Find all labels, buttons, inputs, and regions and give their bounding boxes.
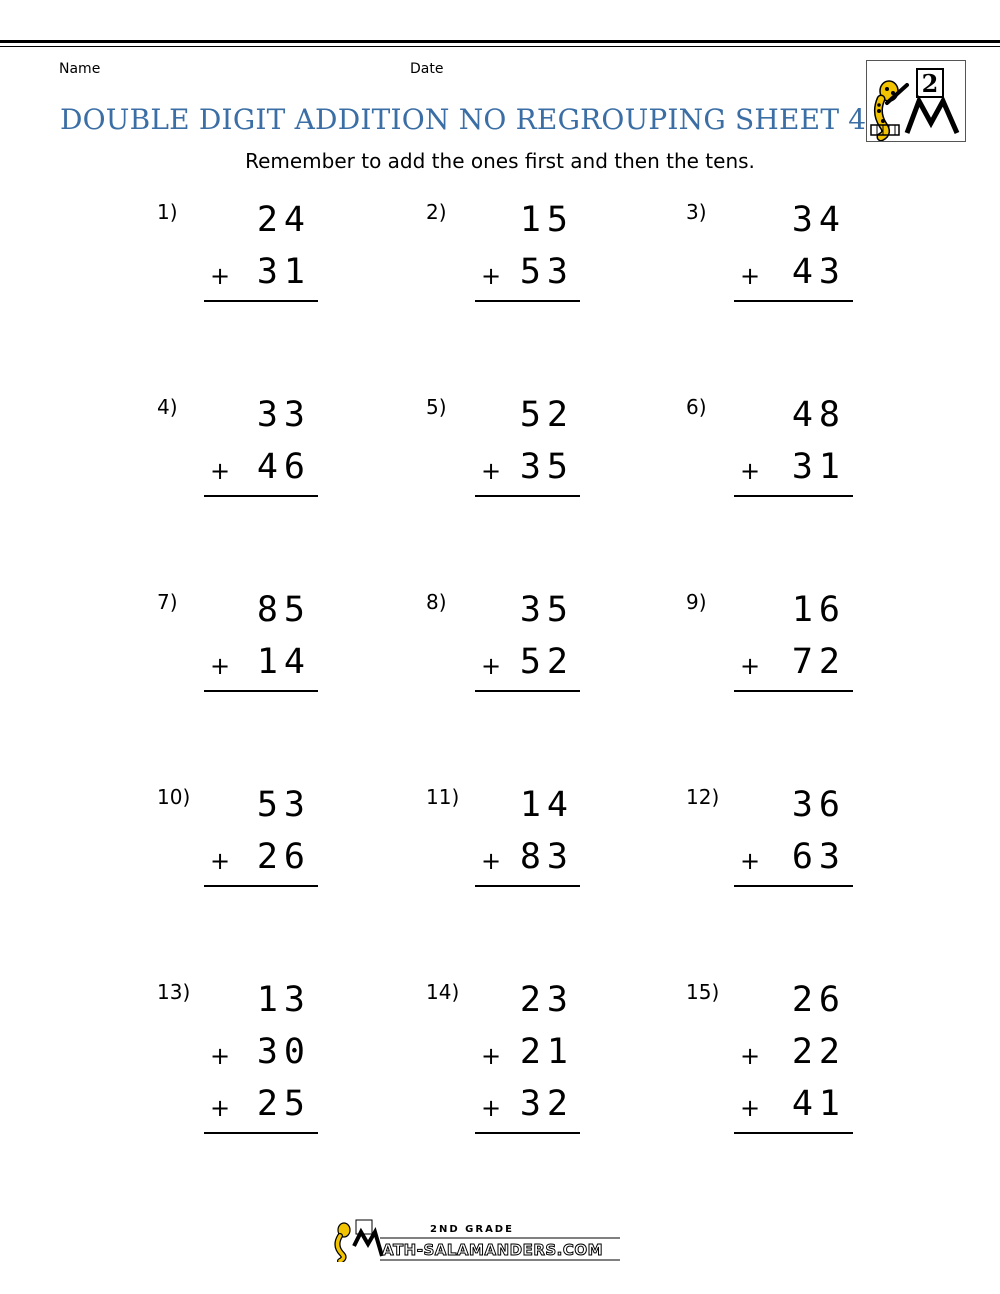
plus-sign: + [210, 262, 231, 290]
addend: 15 [519, 200, 574, 240]
footer-m-letter [354, 1232, 382, 1256]
addend-row [157, 590, 311, 640]
plus-sign: + [740, 1094, 761, 1122]
addend: 23 [519, 980, 574, 1020]
problem-1 [157, 200, 311, 380]
problem-number: 10) [157, 785, 191, 809]
addend-row-with-operator [157, 1032, 311, 1082]
addend-row-with-operator [157, 447, 311, 497]
problem-number: 1) [157, 200, 178, 224]
addend-row [157, 785, 311, 835]
addend-row-with-operator [157, 837, 311, 887]
problem-number: 3) [686, 200, 707, 224]
grade-logo [866, 60, 966, 142]
plus-sign: + [210, 847, 231, 875]
addend: 24 [256, 200, 311, 240]
addend-row-with-operator [686, 837, 846, 887]
logo-digit: 2 [921, 69, 939, 98]
answer-line [204, 300, 318, 302]
addend-row [157, 395, 311, 445]
plus-sign: + [210, 652, 231, 680]
addend-row-with-operator [157, 252, 311, 302]
problem-10 [157, 785, 311, 965]
plus-sign: + [481, 847, 502, 875]
addend: 85 [256, 590, 311, 630]
addend: 16 [791, 590, 846, 630]
plus-sign: + [210, 1094, 231, 1122]
addend-row [686, 590, 846, 640]
problem-number: 4) [157, 395, 178, 419]
addend-row [686, 980, 846, 1030]
plus-sign: + [210, 1042, 231, 1070]
answer-line [475, 885, 580, 887]
addend-row [426, 785, 574, 835]
problem-9 [686, 590, 846, 770]
plus-sign: + [481, 652, 502, 680]
answer-line [475, 495, 580, 497]
problem-13 [157, 980, 311, 1160]
addend-row-with-operator [426, 1084, 574, 1134]
problem-14 [426, 980, 574, 1160]
addend-row [686, 785, 846, 835]
problem-number: 7) [157, 590, 178, 614]
salamander-spot [891, 91, 895, 95]
plus-sign: + [740, 457, 761, 485]
addend: 33 [256, 395, 311, 435]
addend-row [157, 980, 311, 1030]
addend-row-with-operator [686, 447, 846, 497]
addend: 48 [791, 395, 846, 435]
addend: 14 [256, 642, 311, 682]
salamander-spot [877, 109, 881, 113]
addend: 53 [256, 785, 311, 825]
plus-sign: + [740, 847, 761, 875]
addend-row-with-operator [426, 837, 574, 887]
answer-line [475, 690, 580, 692]
addend: 31 [791, 447, 846, 487]
footer-logo [330, 1218, 622, 1262]
footer-sign-board [356, 1220, 372, 1234]
addend: 83 [519, 837, 574, 877]
addend-row [686, 200, 846, 250]
addend: 26 [256, 837, 311, 877]
plus-sign: + [481, 1042, 502, 1070]
math-salamanders-logo-icon [330, 1218, 622, 1262]
problem-7 [157, 590, 311, 770]
addend-row-with-operator [686, 1032, 846, 1082]
addend: 21 [519, 1032, 574, 1072]
addend: 63 [791, 837, 846, 877]
addend-row-with-operator [426, 252, 574, 302]
addend: 14 [519, 785, 574, 825]
addend-row-with-operator [686, 1084, 846, 1134]
addend-row [426, 395, 574, 445]
answer-line [204, 690, 318, 692]
problem-number: 14) [426, 980, 460, 1004]
addend-row [426, 980, 574, 1030]
addend: 43 [791, 252, 846, 292]
addend: 52 [519, 642, 574, 682]
problem-number: 13) [157, 980, 191, 1004]
problem-number: 6) [686, 395, 707, 419]
addend: 34 [791, 200, 846, 240]
addend: 52 [519, 395, 574, 435]
problem-12 [686, 785, 846, 965]
problem-15 [686, 980, 846, 1160]
addend: 35 [519, 590, 574, 630]
instructions-text: Remember to add the ones first and then the tens. [245, 149, 755, 173]
addend-row [157, 200, 311, 250]
problem-5 [426, 395, 574, 575]
addend: 41 [791, 1084, 846, 1124]
answer-line [734, 885, 853, 887]
plus-sign: + [481, 262, 502, 290]
addend: 32 [519, 1084, 574, 1124]
salamander-logo-icon [867, 61, 965, 141]
addend: 22 [791, 1032, 846, 1072]
addend: 25 [256, 1084, 311, 1124]
addend: 72 [791, 642, 846, 682]
addend: 26 [791, 980, 846, 1020]
problem-number: 11) [426, 785, 460, 809]
date-label: Date [410, 61, 444, 77]
answer-line [734, 690, 853, 692]
m-letter-shape [907, 101, 957, 133]
problem-8 [426, 590, 574, 770]
problem-4 [157, 395, 311, 575]
addend-row-with-operator [426, 447, 574, 497]
problem-number: 12) [686, 785, 720, 809]
problem-number: 2) [426, 200, 447, 224]
worksheet-title: DOUBLE DIGIT ADDITION NO REGROUPING SHEET 4 [60, 103, 867, 136]
problem-number: 8) [426, 590, 447, 614]
plus-sign: + [210, 457, 231, 485]
addend-row-with-operator [157, 1084, 311, 1134]
problem-number: 5) [426, 395, 447, 419]
footer-grade-text: 2ND GRADE [430, 1224, 514, 1235]
problem-11 [426, 785, 574, 965]
addend-row-with-operator [686, 642, 846, 692]
addend: 46 [256, 447, 311, 487]
addend: 31 [256, 252, 311, 292]
addend-row-with-operator [686, 252, 846, 302]
problem-number: 9) [686, 590, 707, 614]
answer-line [475, 300, 580, 302]
addend-row-with-operator [426, 642, 574, 692]
addend: 13 [256, 980, 311, 1020]
addend: 30 [256, 1032, 311, 1072]
addend-row [426, 590, 574, 640]
addend-row-with-operator [426, 1032, 574, 1082]
footer-site-text: ATH-SALAMANDERS.COM [382, 1241, 604, 1259]
salamander-spot [885, 87, 889, 91]
salamander-spot [877, 103, 881, 107]
top-rule [0, 40, 1000, 43]
addend-row-with-operator [157, 642, 311, 692]
plus-sign: + [740, 1042, 761, 1070]
plus-sign: + [481, 457, 502, 485]
answer-line [204, 495, 318, 497]
addend-row [686, 395, 846, 445]
name-label: Name [59, 61, 101, 77]
answer-line [204, 885, 318, 887]
answer-line [734, 495, 853, 497]
problem-number: 15) [686, 980, 720, 1004]
addend-row [426, 200, 574, 250]
answer-line [204, 1132, 318, 1134]
addend: 36 [791, 785, 846, 825]
plus-sign: + [740, 262, 761, 290]
answer-line [734, 300, 853, 302]
answer-line [475, 1132, 580, 1134]
instructions [0, 149, 1000, 173]
problem-3 [686, 200, 846, 380]
problem-2 [426, 200, 574, 380]
addend: 35 [519, 447, 574, 487]
plus-sign: + [740, 652, 761, 680]
problem-6 [686, 395, 846, 575]
answer-line [734, 1132, 853, 1134]
salamander-spot [881, 119, 885, 123]
addend: 53 [519, 252, 574, 292]
top-rule-thin [0, 46, 1000, 47]
plus-sign: + [481, 1094, 502, 1122]
